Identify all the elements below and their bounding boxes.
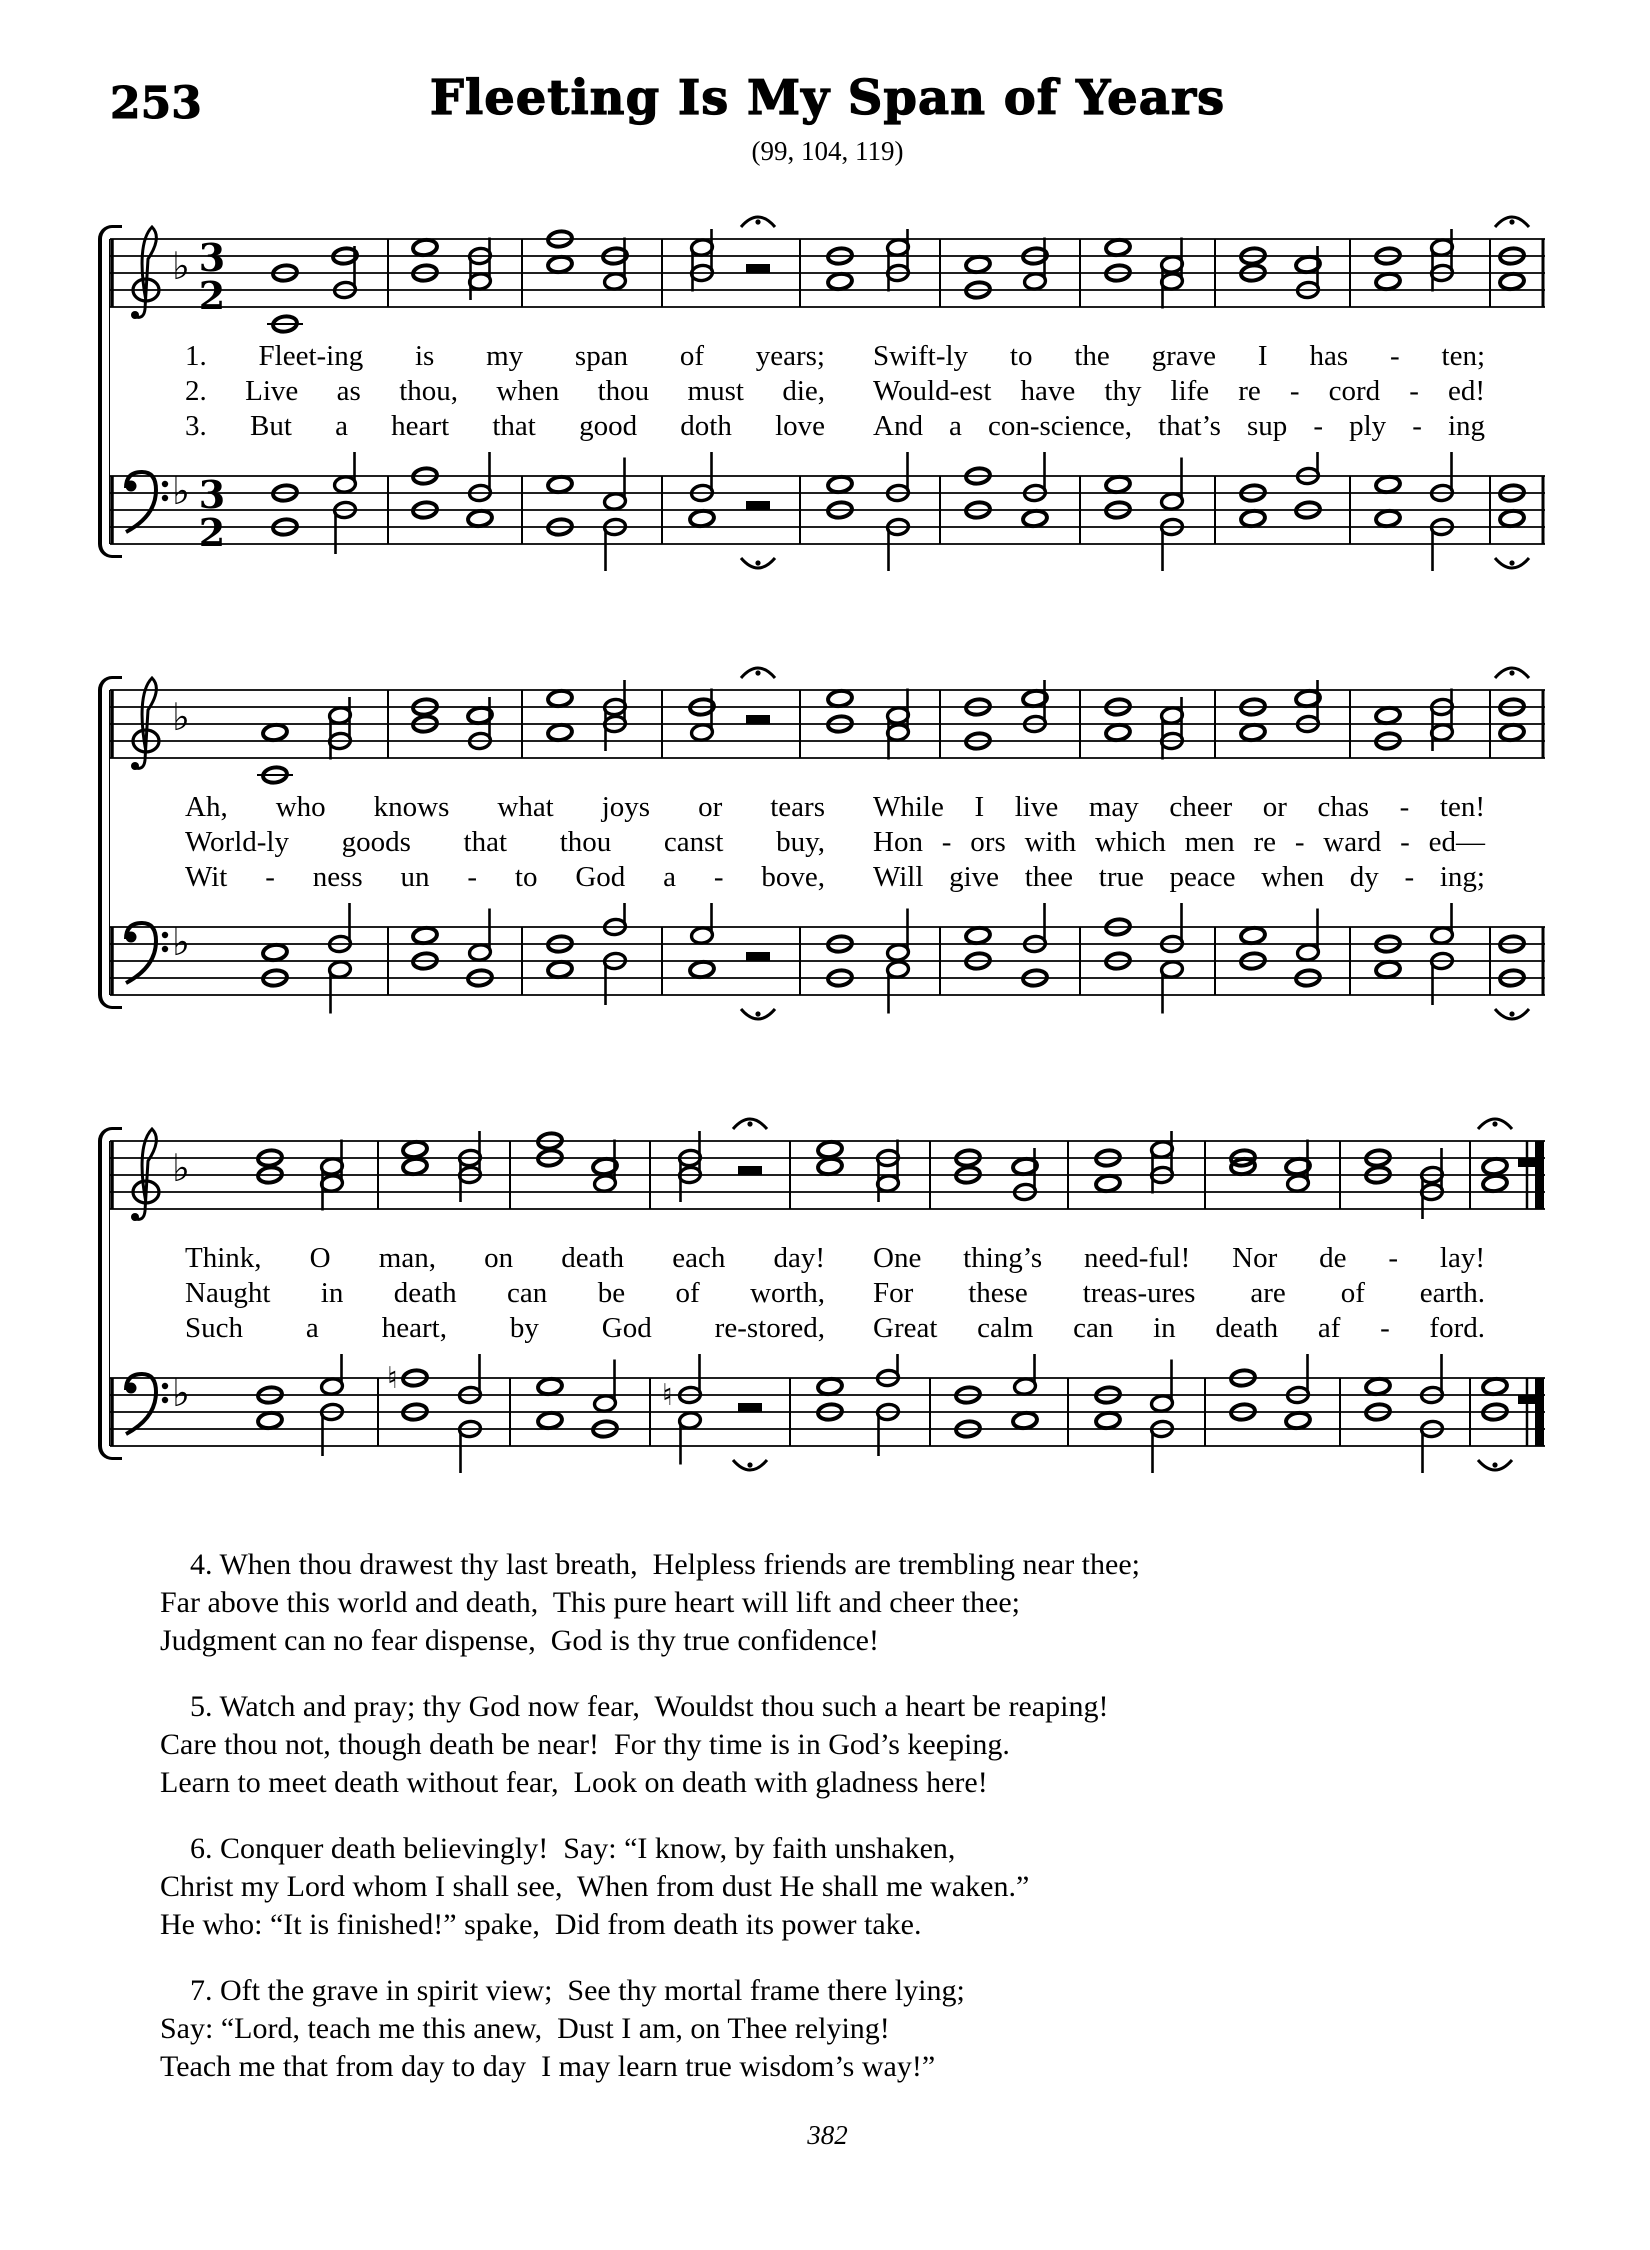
- interlinear-lyrics: [110, 335, 1545, 452]
- music-system-3: [110, 1095, 1545, 1496]
- verse-line: Judgment can no fear dispense, God is thy true confidence!: [160, 1624, 879, 1657]
- lyric-line: [110, 825, 1545, 860]
- verse-line: 6. Conquer death believingly! Say: “I know, by faith unshaken,: [190, 1832, 956, 1865]
- svg-text:♭: ♭: [172, 695, 190, 739]
- svg-text:♭: ♭: [172, 469, 190, 513]
- verse-line: Say: “Lord, teach me this anew, Dust I am, on Thee relying!: [160, 2012, 890, 2045]
- verse-line: Care thou not, though death be near! For thy time is in God’s keeping.: [160, 1728, 1010, 1761]
- verse-line: He who: “It is finished!” spake, Did from death its power take.: [160, 1908, 922, 1941]
- hymn-number: 253: [110, 78, 202, 129]
- music-system-1: [110, 193, 1545, 594]
- verse-paragraph: [160, 1830, 1535, 1944]
- lyric-phrase: Think, O man, on death each day!: [185, 1242, 825, 1274]
- lyric-line: [110, 1276, 1545, 1311]
- hymn-title: Fleeting Is My Span of Years: [429, 70, 1226, 126]
- treble-staff: [110, 1095, 1545, 1237]
- lyric-phrase: For these treas-ures are of earth.: [873, 1277, 1485, 1309]
- interlinear-lyrics: [110, 1237, 1545, 1354]
- lyric-phrase: Such a heart, by God re-stored,: [185, 1312, 825, 1344]
- svg-text:♭: ♭: [172, 1146, 190, 1190]
- verse-line: Learn to meet death without fear, Look on death with gladness here!: [160, 1766, 988, 1799]
- svg-text:♭: ♭: [172, 1371, 190, 1415]
- verse-paragraph: [160, 1688, 1535, 1802]
- lyric-phrase: Hon - ors with which men re - ward - ed—: [873, 826, 1485, 858]
- svg-text:♭: ♭: [172, 244, 190, 288]
- lyric-phrase: While I live may cheer or chas - ten!: [873, 791, 1485, 823]
- interlinear-lyrics: [110, 786, 1545, 903]
- svg-text:2: 2: [198, 273, 226, 318]
- svg-text:2: 2: [198, 510, 226, 555]
- page-content: [110, 60, 1545, 2151]
- verse-paragraph: [160, 1972, 1535, 2086]
- lyric-line: [110, 860, 1545, 895]
- lyric-phrase: Great calm can in death af - ford.: [873, 1312, 1485, 1344]
- lyric-line: [110, 374, 1545, 409]
- verse-line: Christ my Lord whom I shall see, When from dust He shall me waken.”: [160, 1870, 1030, 1903]
- treble-staff: [110, 193, 1545, 335]
- system-brace-icon: [98, 690, 110, 995]
- lyric-line: [110, 339, 1545, 374]
- lyric-phrase: 1. Fleet-ing is my span of years;: [185, 340, 825, 372]
- lyric-phrase: One thing’s need-ful! Nor de - lay!: [873, 1242, 1485, 1274]
- bass-staff: [110, 452, 1545, 594]
- verse-line: 4. When thou drawest thy last breath, Helpless friends are trembling near thee;: [190, 1548, 1140, 1581]
- music-system-2: [110, 644, 1545, 1045]
- bass-staff: [110, 1354, 1545, 1496]
- lyric-phrase: World-ly goods that thou canst buy,: [185, 826, 825, 858]
- lyric-line: [110, 790, 1545, 825]
- lyric-phrase: Would-est have thy life re - cord - ed!: [873, 375, 1485, 407]
- svg-text:3: 3: [198, 235, 226, 280]
- verse-paragraph: [160, 1546, 1535, 1660]
- svg-text:♮: ♮: [387, 1361, 398, 1396]
- svg-text:♮: ♮: [662, 1378, 673, 1413]
- lyric-phrase: And a con-science, that’s sup - ply - ing: [873, 410, 1485, 442]
- svg-text:♭: ♭: [172, 920, 190, 964]
- lyric-phrase: Ah, who knows what joys or tears: [185, 791, 825, 823]
- lyric-phrase: Swift-ly to the grave I has - ten;: [873, 340, 1485, 372]
- verse-line: 5. Watch and pray; thy God now fear, Wouldst thou such a heart be reaping!: [190, 1690, 1109, 1723]
- lyric-phrase: 3. But a heart that good doth love: [185, 410, 825, 442]
- page-number: 382: [807, 2120, 848, 2150]
- lyric-phrase: 2. Live as thou, when thou must die,: [185, 375, 825, 407]
- lyric-line: [110, 1311, 1545, 1346]
- verse-line: Teach me that from day to day I may learn true wisdom’s way!”: [160, 2050, 936, 2083]
- treble-staff: [110, 644, 1545, 786]
- system-brace-icon: [98, 239, 110, 544]
- bass-staff: [110, 903, 1545, 1045]
- svg-text:3: 3: [198, 472, 226, 517]
- meter-numbers: (99, 104, 119): [751, 136, 904, 166]
- lyric-phrase: Wit - ness un - to God a - bove,: [185, 861, 825, 893]
- lyric-phrase: Naught in death can be of worth,: [185, 1277, 825, 1309]
- additional-verses: [160, 1546, 1535, 2086]
- lyric-line: [110, 1241, 1545, 1276]
- lyric-line: [110, 409, 1545, 444]
- system-brace-icon: [98, 1141, 110, 1446]
- verse-line: Far above this world and death, This pure heart will lift and cheer thee;: [160, 1586, 1021, 1619]
- verse-line: 7. Oft the grave in spirit view; See thy mortal frame there lying;: [190, 1974, 965, 2007]
- lyric-phrase: Will give thee true peace when dy - ing;: [873, 861, 1485, 893]
